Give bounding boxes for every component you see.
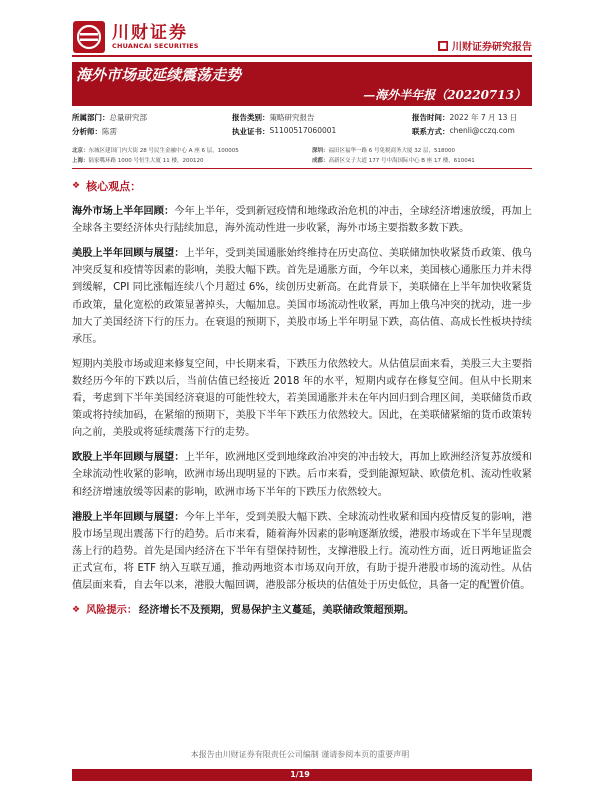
contact-value[interactable]: chenli@cczq.com — [449, 125, 515, 135]
diamond-bullet-icon: ❖ — [72, 605, 81, 616]
analyst-label: 分析师： — [72, 126, 102, 136]
address-label: 北京： — [72, 148, 89, 154]
meta-dept — [72, 112, 232, 123]
dept-value: 总量研究部 — [109, 112, 147, 122]
type-label: 报告类别： — [232, 112, 270, 122]
header-divider — [72, 55, 532, 57]
dept-label: 所属部门： — [72, 112, 110, 122]
meta-row — [72, 124, 532, 138]
meta-divider — [72, 168, 532, 169]
paragraph-label: 海外市场上半年回顾： — [72, 206, 175, 218]
office-addresses — [72, 145, 532, 165]
paragraph-us-outlook — [72, 356, 532, 441]
address-label: 成都： — [312, 158, 329, 164]
time-value: 2022 年 7 月 13 日 — [449, 112, 518, 122]
report-tag-icon: ■ — [439, 40, 447, 50]
address-value: 东城区建国门内大街 28 号民生金融中心 A 座 6 层，100005 — [88, 148, 239, 154]
risk-text: 经济增长不及预期，贸易保护主义蔓延，美联储政策超预期。 — [139, 605, 415, 617]
address-value: 福田区福华一路 6 号免税商务大厦 32 层，518000 — [328, 148, 456, 154]
logo-mark-icon — [72, 20, 106, 54]
analyst-value: 陈雳 — [102, 126, 117, 136]
logo-chinese: 川财证券 — [112, 22, 188, 43]
address-shenzhen — [312, 146, 455, 154]
paragraph-label: 美股上半年回顾与展望： — [72, 248, 185, 260]
meta-analyst — [72, 126, 232, 137]
paragraph-hk — [72, 509, 532, 594]
paragraph-text: 今年上半年，受到美股大幅下跌、全球流动性收紧和国内疫情反复的影响，港股市场呈现出震荡下行的趋势。后市来看，随着海外因素的影响逐渐放缓，港股市场或在下半年呈现震荡上行的趋势。首先是国内经济在下半年有望保持韧性，支撑港股上行。流动性方面，近日两地证监会正式宣布，将 ETF 纳入互联互通，推动两地资本市场双向开放，有助于提升港股市场的流动性。从估值层面来看，自去年以来，港股大幅回调，港股部分板块的估值处于历史低位，具备一定的配置价值。 — [72, 511, 532, 591]
address-beijing — [72, 146, 312, 154]
report-subtitle: —海外半年报（20220713） — [363, 88, 526, 102]
address-chengdu — [312, 156, 475, 164]
address-value: 陆家嘴环路 1000 号恒生大厦 11 楼，200120 — [88, 158, 204, 164]
risk-label: 风险提示： — [86, 605, 138, 617]
disclaimer-note: 本报告由川财证券有限责任公司编制 谨请参阅本页的重要声明 — [190, 750, 410, 759]
report-meta — [72, 110, 532, 138]
meta-contact — [412, 126, 515, 137]
cert-label: 执业证书： — [232, 126, 270, 136]
report-body — [72, 178, 532, 619]
paragraph-text: 上半年，欧洲地区受到地缘政治冲突的冲击较大，再加上欧洲经济复苏放缓和全球流动性收紧的影响，欧洲市场出现明显的下跌。后市来看，受到能源短缺、欧债危机、流动性收紧和经济增速放缓等因素的影响，欧洲市场下半年的下跌压力依然较大。 — [72, 452, 532, 498]
paragraph-text: 短期内美股市场或迎来修复空间，中长期来看，下跌压力依然较大。从估值层面来看，美股三大主要指数经历今年的下跌以后，当前估值已经接近 2018 年的水平，短期内或存在修复空间。但从中长期来看，考虑到下半年美国经济衰退的可能性较大，若美国通胀并未在年内回归到合理区间，美联储货币政策或将持续加码，在紧缩的预期下，美股下半年下跌压力依然较大。因此，在美联储紧缩的货币政策转向之前，美股或将延续震荡下行的走势。 — [72, 358, 532, 439]
meta-time — [412, 112, 517, 123]
paragraph-europe — [72, 449, 532, 500]
title-banner — [72, 62, 532, 106]
cert-value: S1100517060001 — [269, 125, 337, 135]
page-number: 1/19 — [290, 770, 310, 779]
paragraph-text: 今年上半年，受到新冠疫情和地缘政治危机的冲击，全球经济增速放缓，再加上全球各主要经济体央行陆续加息，海外流动性进一步收紧，海外市场主要指数多数下跌。 — [72, 206, 533, 235]
paragraph-overseas — [72, 203, 532, 237]
paragraph-us — [72, 245, 532, 348]
paragraph-label: 港股上半年回顾与展望： — [72, 511, 185, 523]
report-title: 海外市场或延续震荡走势 — [76, 66, 242, 84]
address-label: 深圳： — [312, 148, 329, 154]
meta-type — [232, 112, 412, 123]
address-row — [72, 145, 532, 155]
address-shanghai — [72, 156, 312, 164]
contact-label: 联系方式： — [412, 126, 450, 136]
report-tag — [438, 38, 532, 53]
address-label: 上海： — [72, 158, 89, 164]
risk-warning — [72, 602, 532, 619]
meta-row — [72, 110, 532, 124]
paragraph-text: 上半年，受到美国通胀始终维持在历史高位、美联储加快收紧货币政策、俄乌冲突反复和疫情等因素的影响，美股大幅下跌。首先是通胀方面，今年以来，美国核心通胀压力并未得到缓解，CPI 同比涨幅连续八个月超过 6%，续创历史新高。在此背景下，美联储在上半年加快收紧货币政策，量化宽松的政策显著掉头，大幅加息。美国市场流动性收紧，再加上俄乌冲突的扰动，进一步加大了美国经济下行的压力。在衰退的预期下，美股市场上半年明显下跌，高估值、高成长性板块持续承压。 — [72, 248, 532, 345]
address-value: 高新区交子大道 177 号中海国际中心 B 座 17 楼，610041 — [328, 158, 475, 164]
address-row — [72, 155, 532, 165]
diamond-bullet-icon: ❖ — [72, 181, 81, 191]
time-label: 报告时间： — [412, 112, 450, 122]
logo-english: CHUANCAI SECURITIES — [112, 41, 199, 50]
core-heading-label: 核心观点： — [86, 180, 142, 193]
core-heading — [72, 178, 532, 195]
meta-cert — [232, 126, 412, 137]
type-value: 策略研究报告 — [269, 112, 315, 122]
report-tag-label: 川财证券研究报告 — [452, 42, 532, 53]
company-logo — [72, 20, 232, 54]
paragraph-label: 欧股上半年回顾与展望： — [72, 452, 185, 464]
